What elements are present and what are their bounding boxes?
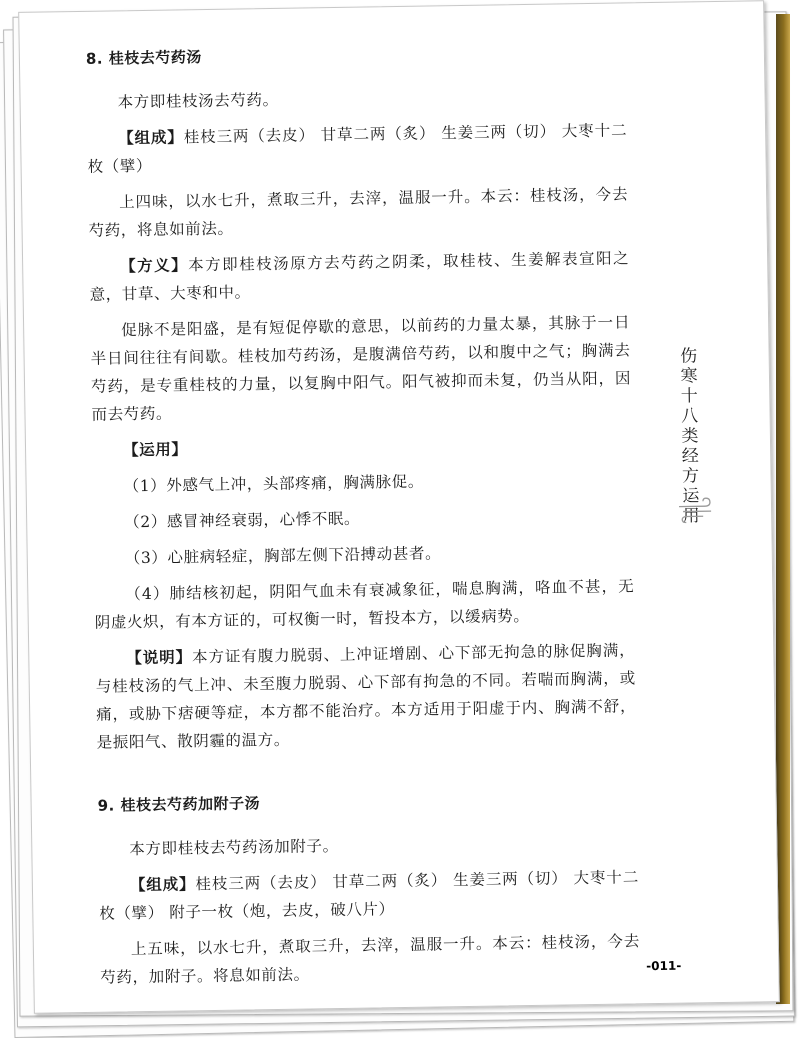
paragraph: [90, 308, 632, 428]
paragraph-text: 本方即桂枝汤去芍药。: [117, 91, 278, 112]
book-cover-edge: [776, 14, 790, 1004]
page-number: -011-: [646, 959, 681, 974]
paragraph: [87, 116, 628, 180]
page-content: [86, 39, 641, 999]
paragraph: [94, 536, 634, 572]
paragraph: [100, 927, 641, 991]
paragraph: [98, 827, 638, 863]
paragraph: [88, 180, 629, 244]
cloud-ornament-icon: [675, 494, 715, 525]
paragraph-text: 上四味，以水七升，煮取三升，去滓，温服一升。本云：桂枝汤，今去芍药，将息如前法。: [88, 185, 628, 239]
section-heading-8: 8. 桂枝去芍药汤: [86, 39, 626, 68]
side-running-title: 伤寒十八类经方运用: [675, 346, 706, 526]
paragraph: [92, 464, 632, 500]
section-8-body: [86, 80, 636, 756]
paragraph-text: （4）肺结核初起，阴阳气血未有衰减象征，喘息胸满，咯血不甚，无阴虚火炽，有本方证的，可权衡一时，暂投本方，以缓病势。: [95, 577, 635, 631]
paragraph-tag: 【说明】: [126, 648, 192, 667]
paragraph: [86, 80, 626, 116]
paragraph-tag: 【运用】: [123, 440, 188, 459]
paragraph-text: 本方即桂枝去芍药汤加附子。: [129, 837, 339, 858]
paragraph-tag: 【组成】: [130, 875, 196, 894]
paragraph: [94, 572, 635, 636]
paragraph-tag: 【方义】: [120, 256, 188, 275]
paragraph-text: （1）外感气上冲，头部疼痛，胸满脉促。: [123, 473, 424, 496]
paragraph-text: 本方即桂枝汤原方去芍药之阴柔，取桂枝、生姜解表宣阳之意，甘草、大枣和中。: [89, 249, 629, 303]
book-page: [18, 0, 780, 1014]
section-9-body: [98, 827, 640, 991]
paragraph: [89, 244, 630, 308]
paragraph-text: （2）感冒神经衰弱，心悸不眠。: [124, 510, 360, 532]
paragraph: [93, 500, 633, 536]
paragraph-tag: 【组成】: [118, 128, 184, 147]
paragraph-text: 促脉不是阳盛，是有短促停歇的意思，以前药的力量太暴，其脉于一日半日间往往有间歇。桂枝加芍药汤，是腹满倍芍药，以和腹中之气；胸满去芍药，是专重桂枝的力量，以复胸中阳气。阳气被抑而未复，仍当从阳，因而去芍药。: [90, 313, 631, 423]
paragraph: [99, 863, 640, 927]
paragraph-text: 本方证有腹力脱弱、上冲证增剧、心下部无拘急的脉促胸满，与桂枝汤的气上冲、未至腹力脱弱、心下部有拘急的不同。若喘而胸满，或痛，或胁下痞硬等症，本方都不能治疗。本方适用于阳虚于内、胸满不舒，是振阳气、散阴霾的温方。: [96, 641, 637, 751]
paragraph: [92, 428, 632, 464]
paragraph: [95, 636, 637, 756]
section-heading-9: 9. 桂枝去芍药加附子汤: [97, 786, 637, 815]
paragraph-text: （3）心脏病轻症，胸部左侧下沿搏动甚者。: [125, 544, 442, 567]
paragraph-text: 桂枝三两（去皮） 甘草二两（炙） 生姜三两（切） 大枣十二枚（擘） 附子一枚（炮，去皮，破八片）: [99, 868, 639, 922]
paragraph-text: 桂枝三两（去皮） 甘草二两（炙） 生姜三两（切） 大枣十二枚（擘）: [87, 121, 627, 175]
paragraph-text: 上五味，以水七升，煮取三升，去滓，温服一升。本云：桂枝汤，今去芍药，加附子。将息如前法。: [100, 932, 640, 986]
